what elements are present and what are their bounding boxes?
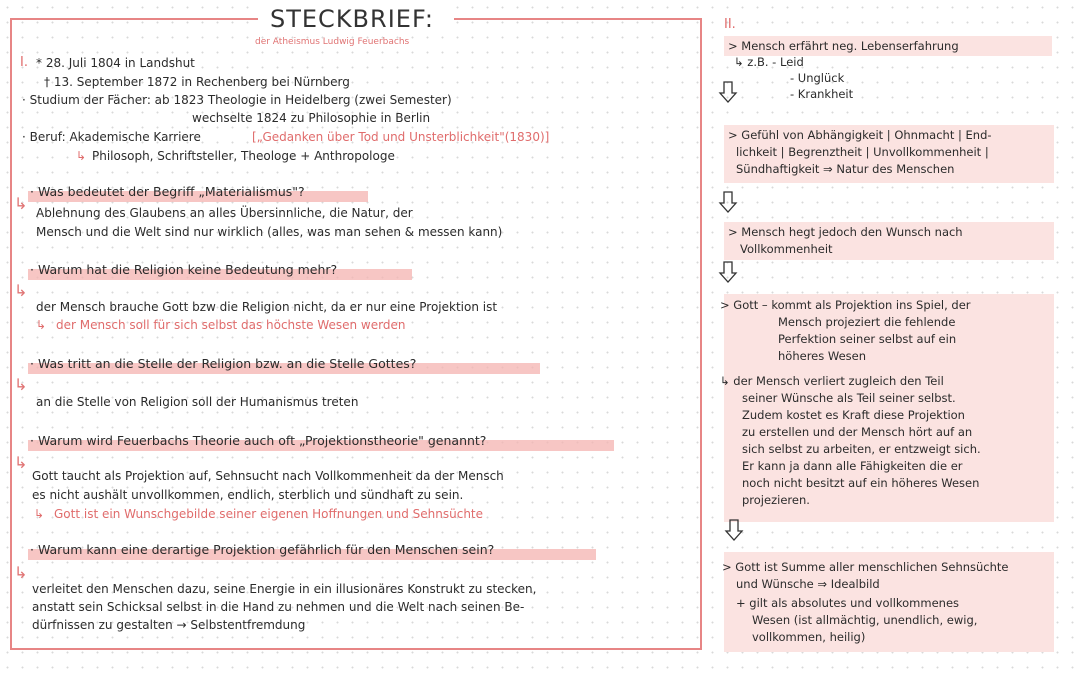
section-number-1: I. [20,55,28,70]
answer-line: anstatt sein Schicksal selbst in die Hand zu nehmen und die Welt nach seinen Be- [32,600,525,614]
down-arrow-icon [718,80,738,104]
box-line: seiner Wünsche als Teil seiner selbst. [742,391,956,405]
answer-line: es nicht aushält unvollkommen, endlich, sterblich und sündhaft zu sein. [32,488,464,502]
page-title: STECKBRIEF: [270,5,434,33]
answer-note: der Mensch soll für sich selbst das höchste Wesen werden [56,318,406,332]
example-line: ↳ z.B. - Leid [734,55,804,69]
answer-line: verleitet den Menschen dazu, seine Energie in ein illusionäres Konstrukt zu stecken, [32,582,537,596]
box-line: höheres Wesen [778,349,867,363]
question-materialismus: · Was bedeutet der Begriff „Materialismus"? [30,184,305,199]
example-line: - Unglück [790,71,845,85]
box-line: > Gott ist Summe aller menschlichen Sehnsüchte [722,560,1009,574]
box-line: zu erstellen und der Mensch hört auf an [742,425,973,439]
box-line: > Mensch erfährt neg. Lebenserfahrung [728,39,959,53]
question-projektionstheorie: · Warum wird Feuerbachs Theorie auch oft „Projektionstheorie" genannt? [30,433,487,448]
roles-arrow-icon: ↳ [76,149,87,163]
death-date: † 13. September 1872 in Rechenberg bei Nürnberg [44,75,350,89]
box-line: Perfektion seiner selbst auf ein [778,332,957,346]
curved-arrow-icon: ↳ [14,281,28,300]
box-line: noch nicht besitzt auf ein höheres Wesen [742,476,980,490]
box-line: > Gott – kommt als Projektion ins Spiel, der [720,298,971,312]
answer-line: an die Stelle von Religion soll der Humanismus treten [36,395,359,409]
answer-line: dürfnissen zu gestalten → Selbstentfremdung [32,618,306,632]
answer-line: Gott taucht als Projektion auf, Sehnsucht nach Vollkommenheit da der Mensch [32,469,504,483]
box-line: Wesen (ist allmächtig, unendlich, ewig, [752,613,978,627]
answer-line: der Mensch brauche Gott bzw die Religion nicht, da er nur eine Projektion ist [36,300,498,314]
box-line: lichkeit | Begrenztheit | Unvollkommenheit | [736,145,989,159]
box-line: ↳ der Mensch verliert zugleich den Teil [720,374,944,388]
job-line: · Beruf: Akademische Karriere [22,130,201,144]
answer-line: Mensch und die Welt sind nur wirklich (alles, was man sehen & messen kann) [36,225,503,239]
answer-note: Gott ist ein Wunschgebilde seiner eigenen Hoffnungen und Sehnsüchte [54,507,484,521]
box-line: vollkommen, heilig) [752,630,866,644]
box-line: Er kann ja dann alle Fähigkeiten die er [742,459,963,473]
down-arrow-icon [718,260,738,284]
box-line: sich selbst zu arbeiten, er entzweigt sich. [742,442,981,456]
box-line: und Wünsche ⇒ Idealbild [736,577,880,591]
box-line: + gilt als absolutes und vollkommenes [736,596,960,610]
box-line: Mensch projeziert die fehlende [778,315,956,329]
box-line: projezieren. [742,493,810,507]
down-arrow-icon [718,190,738,214]
answer-arrow-icon: ↳ [36,318,47,332]
question-gefahr: · Warum kann eine derartige Projektion gefährlich für den Menschen sein? [30,542,495,557]
box-line: Vollkommenheit [740,242,833,256]
box-line: > Gefühl von Abhängigkeit | Ohnmacht | End- [728,128,992,142]
answer-arrow-icon: ↳ [34,507,45,521]
down-arrow-icon [724,518,744,542]
question-religion: · Warum hat die Religion keine Bedeutung mehr? [30,262,338,277]
curved-arrow-icon: ↳ [14,375,28,394]
example-line: - Krankheit [790,87,854,101]
section-number-2: II. [724,17,736,32]
box-line: Zudem kostet es Kraft diese Projektion [742,408,965,422]
study-line-2: wechselte 1824 zu Philosophie in Berlin [192,111,431,125]
curved-arrow-icon: ↳ [14,453,28,472]
curved-arrow-icon: ↳ [14,563,28,582]
page-subtitle: der Atheismus Ludwig Feuerbachs [255,37,410,47]
roles-line: Philosoph, Schriftsteller, Theologe + Anthropologe [92,149,395,163]
curved-arrow-icon: ↳ [14,194,28,213]
study-line-1: · Studium der Fächer: ab 1823 Theologie in Heidelberg (zwei Semester) [22,93,452,107]
birth-date: * 28. Juli 1804 in Landshut [36,56,195,70]
question-stelle-gottes: · Was tritt an die Stelle der Religion bzw. an die Stelle Gottes? [30,356,417,371]
answer-line: Ablehnung des Glaubens an alles Übersinnliche, die Natur, der [36,206,413,220]
box-line: Sündhaftigkeit ⇒ Natur des Menschen [736,162,955,176]
job-work-title: [„Gedanken über Tod und Unsterblichkeit"(1830)] [252,130,550,144]
box-line: > Mensch hegt jedoch den Wunsch nach [728,225,963,239]
